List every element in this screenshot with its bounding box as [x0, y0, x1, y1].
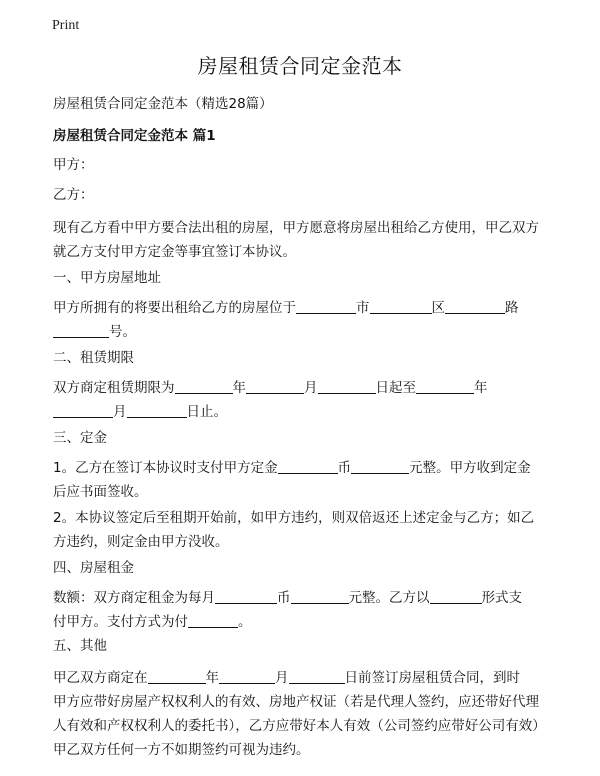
number-label: 号。 — [109, 324, 136, 340]
section-heading: 房屋租赁合同定金范本 篇1 — [53, 128, 216, 144]
term-line-1 — [53, 376, 553, 400]
intro-paragraph — [53, 216, 553, 264]
blank-payment-form — [430, 589, 482, 604]
deposit-1-line-2: 后应书面签收。 — [53, 484, 148, 500]
city-label: 市 — [356, 300, 370, 316]
blank-start-year — [175, 379, 233, 394]
blank-city — [296, 299, 356, 314]
party-a-line: 甲方： — [53, 157, 94, 173]
blank-number — [53, 323, 109, 338]
page-title: 房屋租赁合同定金范本 — [197, 54, 403, 78]
address-line-1 — [53, 296, 553, 320]
blank-rent-currency — [215, 589, 277, 604]
month-label: 月 — [304, 380, 318, 396]
blank-end-month — [53, 403, 113, 418]
rent-line-1 — [53, 586, 553, 610]
blank-end-day — [127, 403, 187, 418]
other-day-label: 日前签订房屋租赁合同，到时 — [344, 670, 520, 686]
party-b-line: 乙方： — [53, 187, 94, 203]
day-end-label: 日止。 — [186, 404, 227, 420]
rent-line-2-text: 付甲方。支付方式为付 — [53, 614, 188, 630]
subtitle: 房屋租赁合同定金范本（精选28篇） — [53, 96, 273, 112]
term-paragraph — [53, 376, 553, 424]
heading-address: 一、甲方房屋地址 — [53, 270, 161, 286]
blank-end-year — [416, 379, 474, 394]
other-line-1 — [53, 666, 553, 690]
heading-other: 五、其他 — [53, 638, 107, 654]
rent-paragraph — [53, 586, 553, 634]
heading-term: 二、租赁期限 — [53, 350, 134, 366]
day-from-label: 日起至 — [375, 380, 416, 396]
rent-prefix: 数额：双方商定租金为每月 — [53, 590, 215, 606]
sign-year-label: 年 — [205, 670, 219, 686]
road-label: 路 — [505, 300, 519, 316]
address-paragraph — [53, 296, 553, 344]
rent-whole-label: 元整。乙方以 — [348, 590, 430, 606]
month-label-2: 月 — [113, 404, 127, 420]
heading-rent: 四、房屋租金 — [53, 560, 134, 576]
blank-deposit-amount — [351, 459, 409, 474]
intro-line-1: 现有乙方看中甲方要合法出租的房屋，甲方愿意将房屋出租给乙方使用，甲乙双方 — [53, 220, 539, 236]
blank-sign-day — [289, 669, 345, 684]
other-line-4: 甲乙双方任何一方不如期签约可视为违约。 — [53, 742, 310, 758]
blank-sign-month — [219, 669, 275, 684]
other-prefix: 甲乙双方商定在 — [53, 670, 148, 686]
blank-payment-method — [188, 613, 238, 628]
district-label: 区 — [431, 300, 445, 316]
other-paragraph — [53, 666, 553, 762]
deposit-2-line-2: 方违约，则定金由甲方没收。 — [53, 534, 229, 550]
address-line-2 — [53, 320, 553, 344]
deposit-1-line-1 — [53, 456, 553, 480]
intro-line-2: 就乙方支付甲方定金等事宜签订本协议。 — [53, 244, 296, 260]
blank-road — [445, 299, 505, 314]
other-line-2: 甲方应带好房屋产权权利人的有效、房地产权证（若是代理人签约，应还带好代理 — [53, 694, 539, 710]
print-link[interactable]: Print — [52, 18, 80, 33]
heading-deposit: 三、定金 — [53, 430, 107, 446]
rent-currency-label: 币 — [277, 590, 291, 606]
deposit-1-prefix: 1。乙方在签订本协议时支付甲方定金 — [53, 460, 278, 476]
deposit-clause-2 — [53, 506, 553, 554]
deposit-whole-label: 元整。甲方收到定金 — [409, 460, 531, 476]
blank-start-month — [246, 379, 304, 394]
year-label: 年 — [232, 380, 246, 396]
rent-line-2 — [53, 610, 553, 634]
rent-form-label: 形式支 — [481, 590, 522, 606]
blank-rent-amount — [291, 589, 349, 604]
address-prefix: 甲方所拥有的将要出租给乙方的房屋位于 — [53, 300, 296, 316]
blank-deposit-currency — [278, 459, 338, 474]
term-prefix: 双方商定租赁期限为 — [53, 380, 175, 396]
year-label-2: 年 — [474, 380, 488, 396]
rent-line-2-end: 。 — [238, 614, 252, 630]
blank-start-day — [318, 379, 376, 394]
deposit-2-line-1: 2。本协议签定后至租期开始前，如甲方违约，则双倍返还上述定金与乙方；如乙 — [53, 510, 535, 526]
deposit-clause-1 — [53, 456, 553, 504]
deposit-currency-label: 币 — [337, 460, 352, 476]
term-line-2 — [53, 400, 553, 424]
sign-month-label: 月 — [275, 670, 289, 686]
blank-sign-year — [148, 669, 206, 684]
other-line-3: 人有效和产权权利人的委托书），乙方应带好本人有效（公司签约应带好公司有效） — [53, 718, 546, 734]
blank-district — [370, 299, 432, 314]
